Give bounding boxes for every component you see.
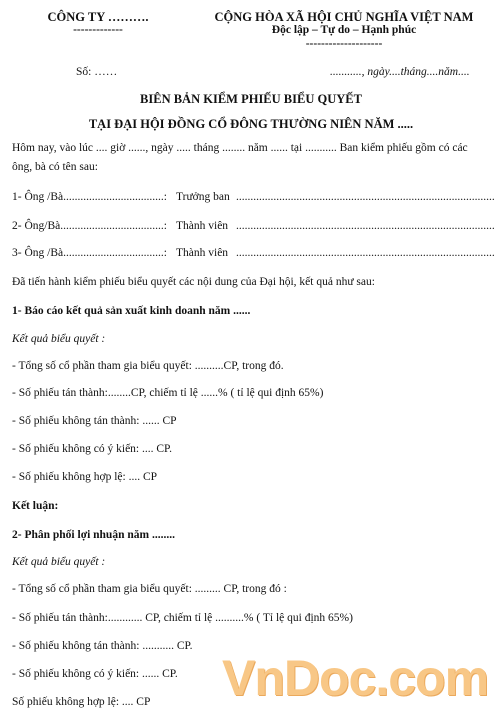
- company-name: CÔNG TY ……….: [47, 10, 149, 24]
- section-1-line: - Số phiếu không tán thành: ...... CP: [12, 415, 177, 427]
- section-2-heading: 2- Phân phối lợi nhuận năm ........: [12, 529, 175, 541]
- member-1-name: 1- Ông /Bà...................................:: [12, 191, 167, 203]
- section-2-line: - Số phiếu tán thành:............ CP, chiếm tỉ lệ ..........% ( Tỉ lệ qui định 65%): [12, 612, 353, 624]
- document-date: ..........., ngày....tháng....năm....: [330, 66, 470, 78]
- member-1-dots: ..........................................................................................: [236, 191, 495, 203]
- proceed-text: Đã tiến hành kiểm phiếu biểu quyết các nội dung của Đại hội, kết quả như sau:: [12, 276, 375, 288]
- member-3-role: Thành viên: [176, 247, 229, 259]
- section-1-conclusion: Kết luận:: [12, 500, 59, 512]
- title-line-1: BIÊN BẢN KIỂM PHIẾU BIỂU QUYẾT: [140, 92, 362, 106]
- company-underline: -------------: [73, 24, 123, 36]
- section-2-line: - Số phiếu không tán thành: ........... CP.: [12, 640, 193, 652]
- member-2-role: Thành viên: [176, 220, 229, 232]
- section-1-line: - Số phiếu không có ý kiến: .... CP.: [12, 443, 173, 455]
- title-line-2: TẠI ĐẠI HỘI ĐỒNG CỔ ĐÔNG THƯỜNG NIÊN NĂM .....: [88, 117, 414, 131]
- intro-line-2: ông, bà có tên sau:: [12, 161, 98, 173]
- document-number: Số: ……: [76, 66, 118, 78]
- section-1-line: - Số phiếu tán thành:........CP, chiếm tỉ lệ ......% ( tỉ lệ qui định 65%): [12, 387, 324, 399]
- member-3-dots: ..........................................................................................: [236, 247, 495, 259]
- section-1-result-label: Kết quả biểu quyết :: [12, 333, 106, 345]
- member-3-name: 3- Ông /Bà...................................:: [12, 247, 167, 259]
- section-1-heading: 1- Báo cáo kết quả sản xuất kinh doanh năm ......: [12, 305, 251, 317]
- nation-title: CỘNG HÒA XÃ HỘI CHỦ NGHĨA VIỆT NAM: [214, 10, 474, 24]
- section-1-line: - Tổng số cổ phần tham gia biểu quyết: ..........CP, trong đó.: [12, 360, 284, 372]
- section-1-line: - Số phiếu không hợp lệ: .... CP: [12, 471, 158, 483]
- member-2-name: 2- Ông/Bà....................................:: [12, 220, 167, 232]
- member-1-role: Trưởng ban: [176, 191, 230, 203]
- intro-line-1: Hôm nay, vào lúc .... giờ ......, ngày ..... tháng ........ năm ...... tại ........... Ban kiểm phiếu gồm có các: [12, 142, 468, 154]
- section-2-line: Số phiếu không hợp lệ: .... CP: [12, 696, 151, 708]
- motto: Độc lập – Tự do – Hạnh phúc: [271, 24, 417, 36]
- member-2-dots: ..........................................................................................: [236, 220, 495, 232]
- section-2-result-label: Kết quả biểu quyết :: [12, 556, 106, 568]
- section-2-line: - Tổng số cổ phần tham gia biểu quyết: ......... CP, trong đó :: [12, 583, 287, 595]
- motto-underline: --------------------: [305, 38, 383, 50]
- vndoc-watermark-logo: VnDoc.com: [222, 650, 489, 706]
- section-2-line: - Số phiếu không có ý kiến: ...... CP.: [12, 668, 178, 680]
